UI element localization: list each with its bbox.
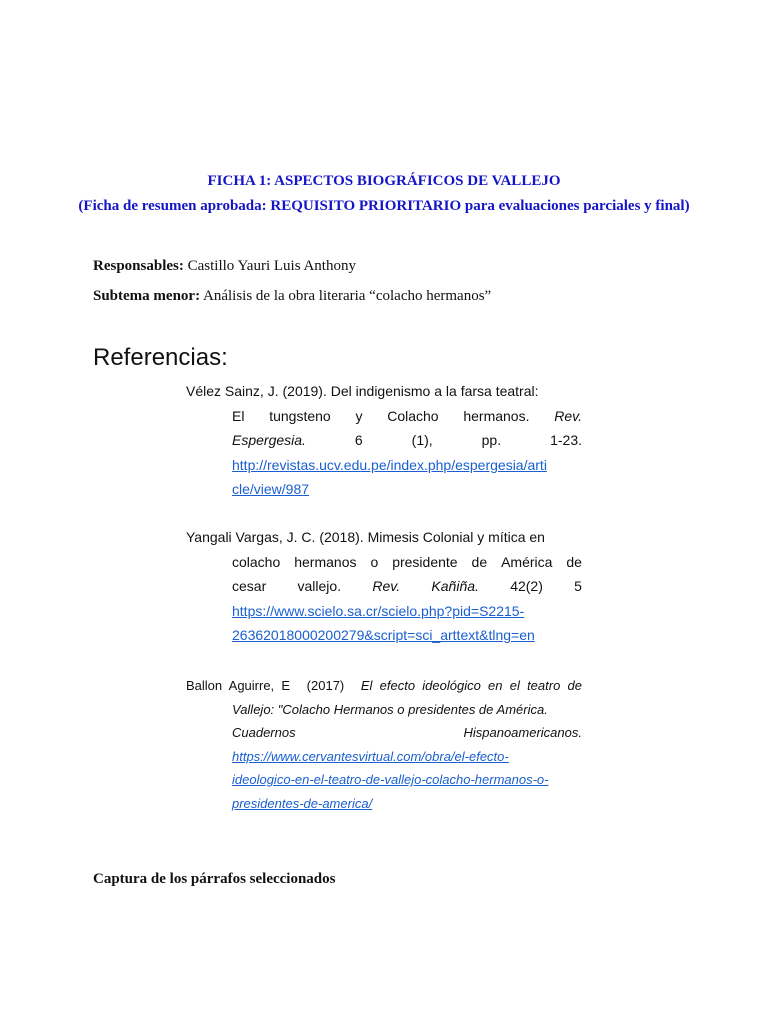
ref2-line1: Yangali Vargas, J. C. (2018). Mimesis Colonial y mítica en: [186, 529, 545, 545]
ref1-journal: Espergesia.: [232, 432, 306, 448]
ref2-volume: 42(2): [510, 578, 543, 594]
ref1-pp: pp.: [481, 432, 502, 448]
ref2-word: presidente: [392, 553, 458, 570]
ref1-rev: Rev.: [554, 407, 582, 424]
ref2-pages: 5: [574, 578, 582, 594]
ref2-word: vallejo.: [297, 578, 342, 594]
ref1-issue: (1),: [411, 432, 433, 448]
subtema-value: Análisis de la obra literaria “colacho hermanos”: [200, 288, 492, 304]
ref3-url-cont[interactable]: [186, 768, 582, 792]
ref3-url[interactable]: [186, 745, 582, 769]
ref1-pages: 1-23.: [550, 432, 582, 448]
responsables-line: [93, 258, 356, 275]
ref2-line3: [186, 574, 582, 599]
ref1-line3: [186, 428, 582, 453]
ref1-line2: [186, 404, 582, 429]
ref2-word: de: [471, 553, 488, 570]
subtema-line: [93, 288, 491, 305]
ref3-url-line1[interactable]: https://www.cervantesvirtual.com/obra/el-efecto-: [232, 748, 509, 764]
ref2-url[interactable]: [186, 599, 582, 624]
ref2-url-cont[interactable]: [186, 623, 582, 648]
ref3-url-cont2[interactable]: [186, 792, 582, 816]
ref3-line2: Vallejo: "Colacho Hermanos o presidentes de América.: [232, 701, 548, 717]
ref1-word: El: [232, 407, 245, 424]
page-title: FICHA 1: ASPECTOS BIOGRÁFICOS DE VALLEJO: [207, 173, 561, 189]
ref2-url-line1[interactable]: https://www.scielo.sa.cr/scielo.php?pid=S2215-: [232, 602, 525, 619]
ref2-rev: Rev.: [372, 578, 401, 594]
ref2-word: o: [370, 553, 379, 570]
ref1-url[interactable]: [186, 453, 582, 478]
ref3-url-line3[interactable]: presidentes-de-america/: [232, 795, 373, 811]
references-heading: Referencias:: [93, 344, 228, 371]
ref2-url-line2[interactable]: 26362018000200279&script=sci_arttext&tlng=en: [232, 627, 535, 643]
ref2-line2: [186, 550, 582, 575]
ref2-word: cesar: [232, 578, 267, 594]
ref1-word: y: [355, 407, 363, 424]
ref1-url-line1[interactable]: http://revistas.ucv.edu.pe/index.php/espergesia/arti: [232, 456, 547, 473]
ref2-journal: Kañiña.: [431, 578, 479, 594]
responsables-value: Castillo Yauri Luis Anthony: [183, 258, 356, 274]
reference-item: [186, 525, 582, 648]
ref3-line3: [186, 721, 582, 745]
ref2-word: hermanos: [294, 553, 357, 570]
section-heading-captura: Captura de los párrafos seleccionados: [93, 871, 336, 887]
reference-item: [186, 379, 582, 502]
ref1-url-line2[interactable]: cle/view/987: [232, 481, 310, 497]
ref3-journal-a: Cuadernos: [232, 725, 296, 740]
ref1-word: Colacho: [387, 407, 439, 424]
ref1-url-cont[interactable]: [186, 477, 582, 502]
responsables-label: Responsables:: [93, 258, 184, 274]
ref1-volume: 6: [354, 432, 363, 448]
ref2-word: América: [501, 553, 553, 570]
subtema-label: Subtema menor:: [93, 288, 201, 304]
ref3-year: (2017): [306, 678, 345, 693]
ref3-journal-b: Hispanoamericanos.: [463, 725, 582, 740]
ref3-line1: [186, 674, 582, 698]
ref2-word: colacho: [232, 553, 281, 570]
ref2-word: de: [566, 553, 582, 570]
page-subtitle: (Ficha de resumen aprobada: REQUISITO PRIORITARIO para evaluaciones parciales y final): [78, 198, 690, 214]
ref1-word: hermanos.: [463, 407, 530, 424]
ref1-line1: Vélez Sainz, J. (2019). Del indigenismo a la farsa teatral:: [186, 383, 539, 399]
reference-item: [186, 674, 582, 815]
ref3-title: El efecto ideológico en el teatro de: [360, 678, 582, 693]
ref3-author: Ballon Aguirre, E: [186, 678, 291, 693]
ref3-url-line2[interactable]: ideologico-en-el-teatro-de-vallejo-colacho-hermanos-o-: [232, 772, 549, 787]
ref1-word: tungsteno: [269, 407, 331, 424]
